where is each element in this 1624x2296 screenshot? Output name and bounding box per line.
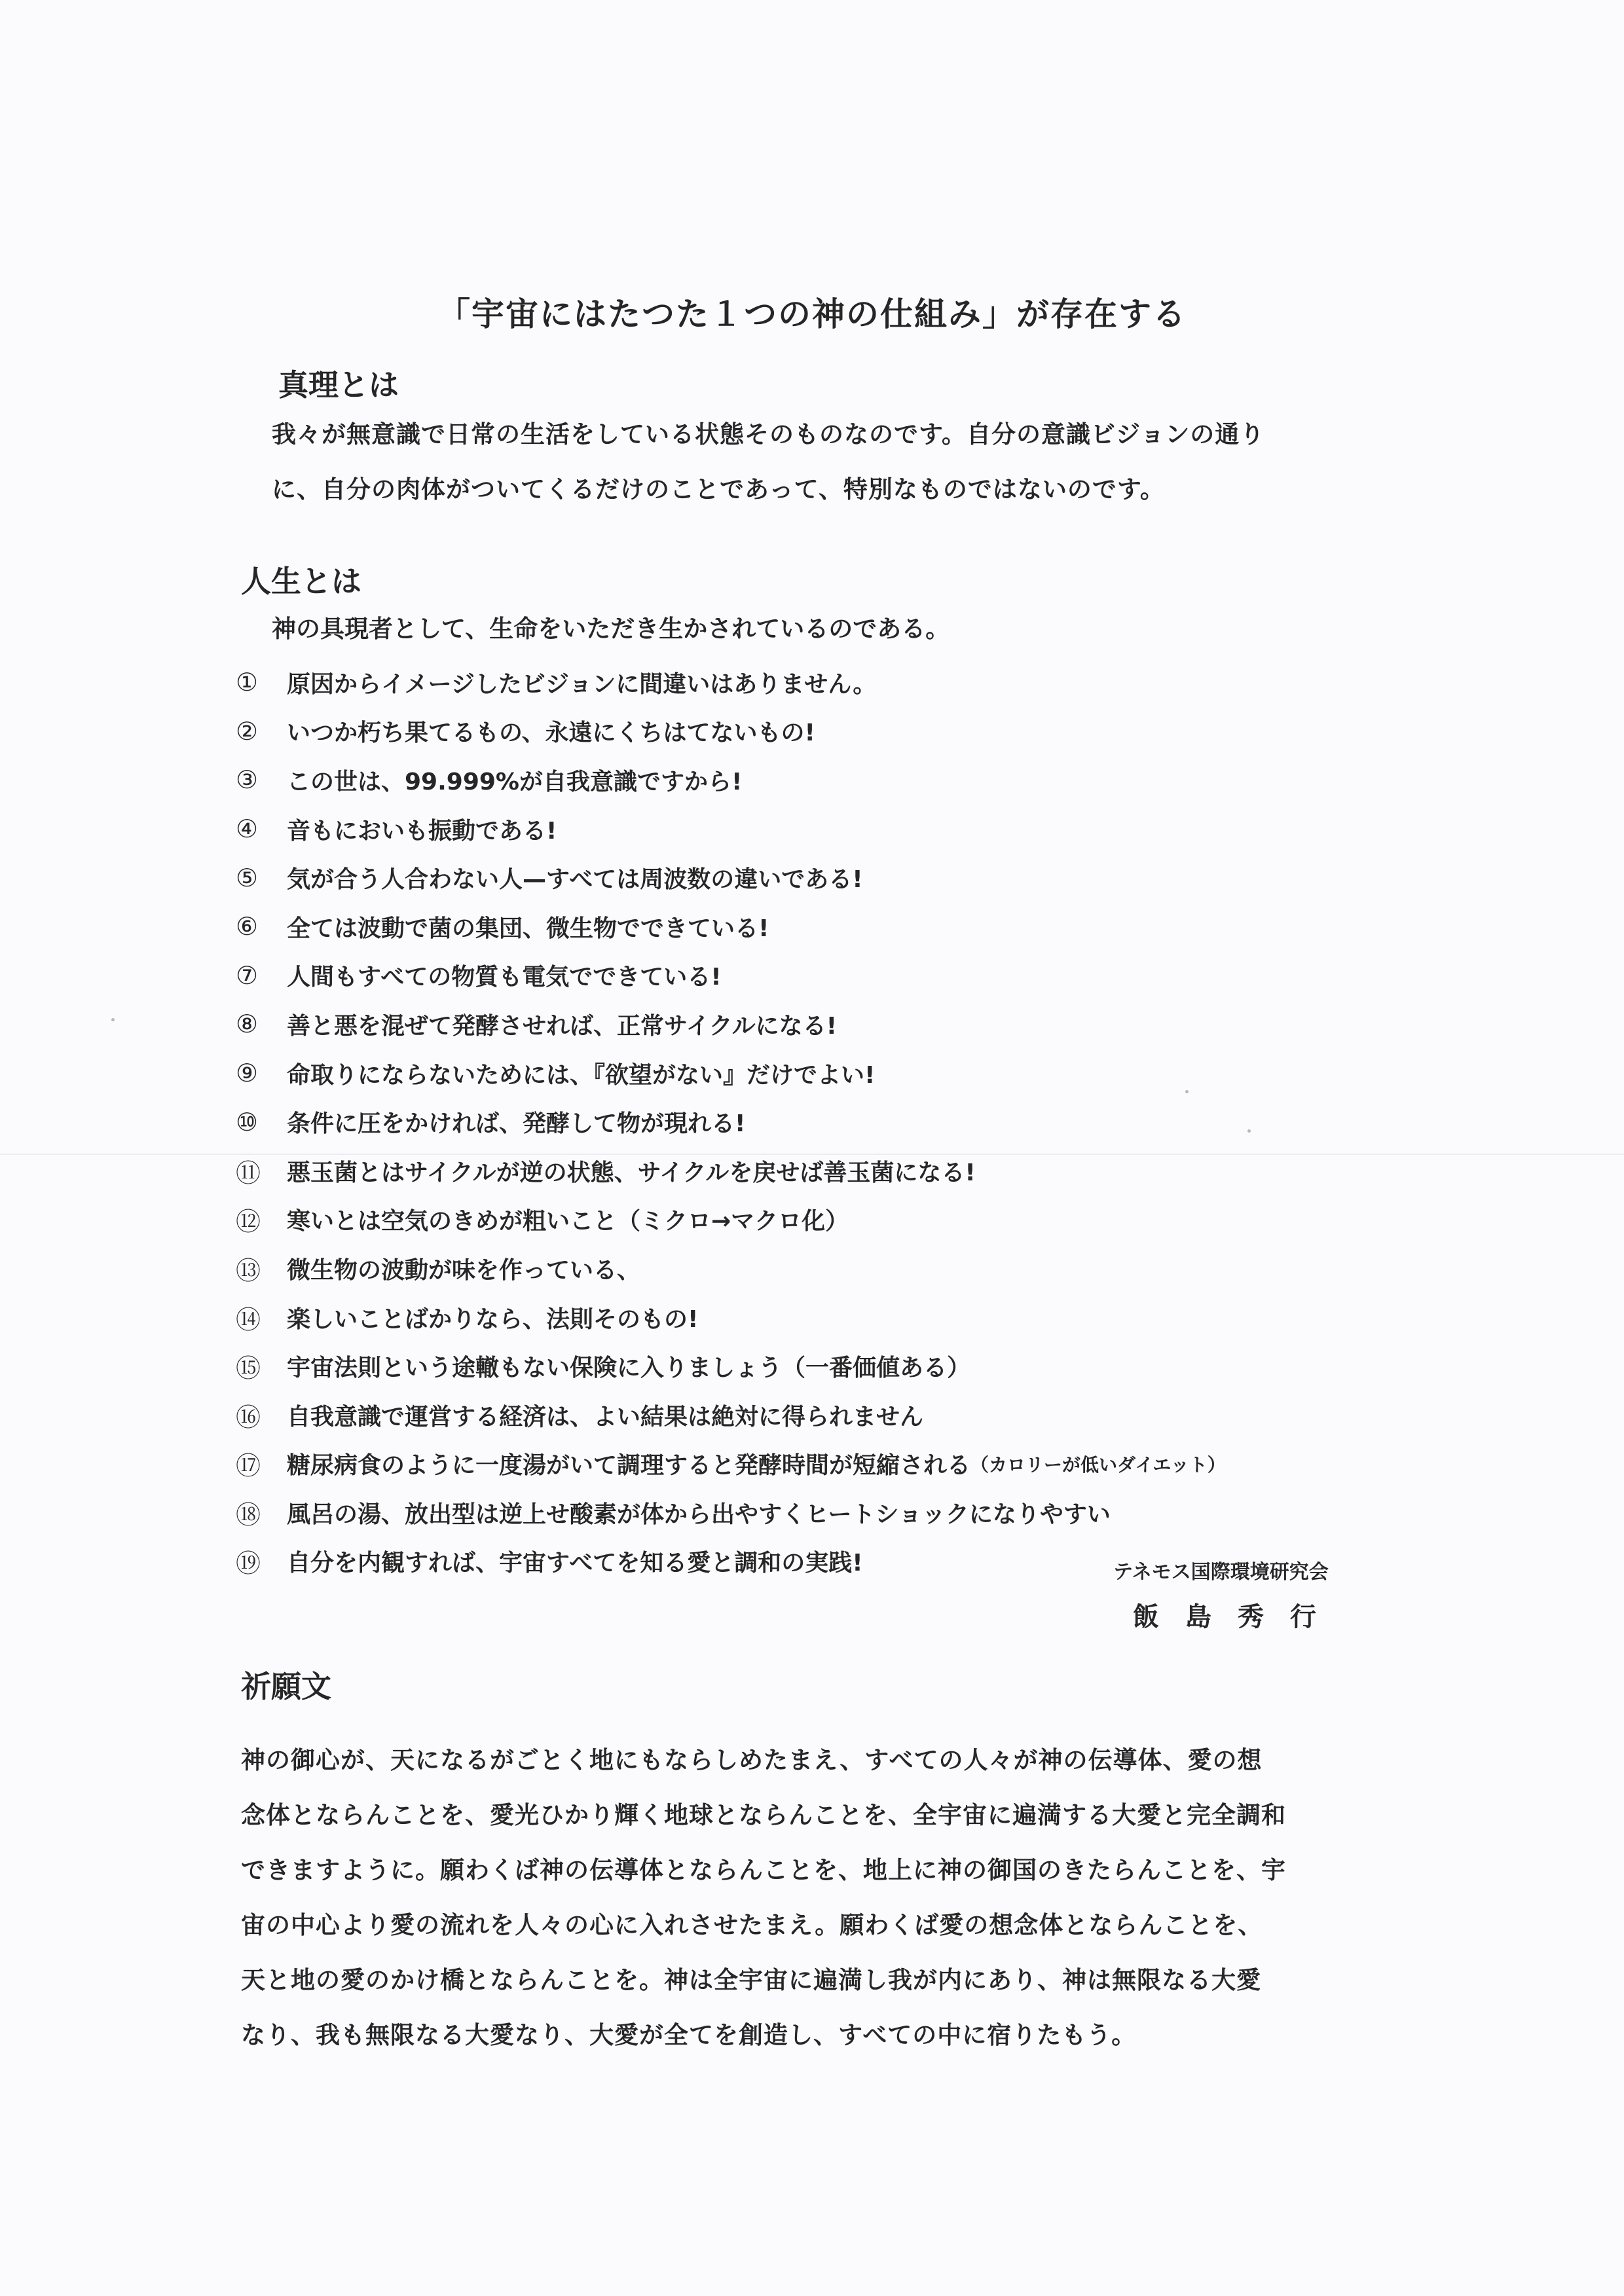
- prayer-line: 念体とならんことを、愛光ひかり輝く地球とならんことを、全宇宙に遍満する大愛と完全調和: [241, 1801, 1286, 1829]
- item-number: ⑪: [236, 1158, 261, 1188]
- item-number: ⑫: [236, 1207, 261, 1237]
- item-text: 人間もすべての物質も電気でできている!: [287, 964, 722, 991]
- organization-name: テネモス国際環境研究会: [1113, 1561, 1329, 1584]
- truth-line: 我々が無意識で日常の生活をしている状態そのものなのです。自分の意識ビジョンの通り: [272, 420, 1265, 448]
- item-text: 原因からイメージしたビジョンに間違いはありません。: [287, 670, 877, 698]
- item-number: ⑥: [236, 912, 259, 941]
- item-number: ⑱: [236, 1500, 261, 1529]
- list-item: [236, 1488, 1480, 1537]
- item-note: （カロリーが低いダイエット）: [970, 1453, 1226, 1476]
- prayer-line: 神の御心が、天になるがごとく地にもならしめたまえ、すべての人々が神の伝導体、愛の想: [241, 1746, 1263, 1774]
- item-number: ⑭: [236, 1305, 261, 1334]
- item-text: この世は、99.999%が自我意識ですから!: [287, 768, 743, 795]
- prayer-line: なり、我も無限なる大愛なり、大愛が全てを創造し、すべての中に宿りたもう。: [241, 2021, 1137, 2049]
- list-item: [236, 1341, 1480, 1391]
- list-item: [236, 1097, 1480, 1146]
- item-number: ⑤: [236, 863, 259, 892]
- item-text: 楽しいことばかりなら、法則そのもの!: [287, 1305, 699, 1333]
- list-item: [236, 756, 1480, 805]
- list-item: [236, 658, 1480, 707]
- item-number: ③: [236, 765, 259, 795]
- list-item: [236, 1000, 1480, 1049]
- item-number: ⑮: [236, 1354, 261, 1383]
- list-item: [236, 1391, 1480, 1440]
- list-item: [236, 951, 1480, 1000]
- author-name: 飯島秀行: [1133, 1602, 1342, 1632]
- list-item: [236, 1440, 1480, 1489]
- item-text: いつか朽ち果てるもの、永遠にくちはてないもの!: [287, 720, 815, 747]
- list-item: [236, 1293, 1480, 1342]
- item-text: 自我意識で運営する経済は、よい結果は絶対に得られません: [287, 1403, 924, 1430]
- item-text: 微生物の波動が味を作っている、: [287, 1256, 641, 1284]
- item-number: ⑩: [236, 1107, 259, 1137]
- paper-speck: [111, 1018, 115, 1021]
- truth-paragraph: [272, 407, 1264, 517]
- item-text: 全ては波動で菌の集団、微生物でできている!: [287, 915, 769, 942]
- item-text: 条件に圧をかければ、発酵して物が現れる!: [287, 1110, 746, 1138]
- item-number: ⑲: [236, 1549, 261, 1578]
- life-principles-list: [236, 658, 1480, 1586]
- item-number: ⑰: [236, 1451, 261, 1481]
- item-number: ⑬: [236, 1256, 261, 1285]
- list-item: [236, 1049, 1480, 1098]
- document-title: 「宇宙にはたつた１つの神の仕組み」が存在する: [437, 295, 1187, 333]
- item-text: 気が合う人合わない人—すべては周波数の違いである!: [287, 866, 863, 894]
- prayer-heading: 祈願文: [241, 1669, 331, 1704]
- item-text: 寒いとは空気のきめが粗いこと（ミクロ→マクロ化）: [287, 1208, 849, 1235]
- list-item: [236, 707, 1480, 756]
- prayer-line: 宙の中心より愛の流れを人々の心に入れさせたまえ。願わくば愛の想念体とならんことを、: [241, 1911, 1263, 1939]
- item-text: 風呂の湯、放出型は逆上せ酸素が体から出やすくヒートショックになりやすい: [287, 1501, 1111, 1528]
- item-text: 善と悪を混ぜて発酵させれば、正常サイクルになる!: [287, 1012, 838, 1040]
- item-number: ⑦: [236, 960, 259, 990]
- prayer-paragraph: [241, 1733, 1286, 2063]
- list-item: [236, 1244, 1480, 1293]
- item-text: 音もにおいも振動である!: [287, 817, 557, 845]
- list-item: [236, 1146, 1480, 1195]
- item-number: ④: [236, 814, 259, 844]
- list-item: [236, 1195, 1480, 1245]
- item-text: 糖尿病食のように一度湯がいて調理すると発酵時間が短縮される: [287, 1452, 971, 1480]
- item-text: 命取りにならないためには、『欲望がない』だけでよい!: [287, 1061, 876, 1089]
- item-text: 悪玉菌とはサイクルが逆の状態、サイクルを戻せば善玉菌になる!: [287, 1159, 976, 1186]
- list-item: [236, 902, 1480, 951]
- list-item: [236, 853, 1480, 902]
- truth-line: に、自分の肉体がついてくるだけのことであって、特別なものではないのです。: [272, 475, 1165, 503]
- item-text: 宇宙法則という途轍もない保険に入りましょう（一番価値ある）: [287, 1355, 971, 1382]
- life-intro: 神の具現者として、生命をいただき生かされているのである。: [272, 615, 950, 643]
- life-heading: 人生とは: [241, 564, 361, 599]
- prayer-line: できますように。願わくば神の伝導体とならんことを、地上に神の御国のきたらんことを、宇: [241, 1856, 1286, 1884]
- prayer-line: 天と地の愛のかけ橋とならんことを。神は全宇宙に遍満し我が内にあり、神は無限なる大愛: [241, 1966, 1261, 1994]
- list-item: [236, 805, 1480, 854]
- item-number: ⑨: [236, 1059, 259, 1088]
- item-number: ⑧: [236, 1010, 259, 1039]
- item-text: 自分を内観すれば、宇宙すべてを知る愛と調和の実践!: [287, 1550, 863, 1577]
- item-number: ⑯: [236, 1402, 261, 1432]
- truth-heading: 真理とは: [278, 367, 399, 403]
- item-number: ②: [236, 716, 259, 746]
- item-number: ①: [236, 668, 259, 697]
